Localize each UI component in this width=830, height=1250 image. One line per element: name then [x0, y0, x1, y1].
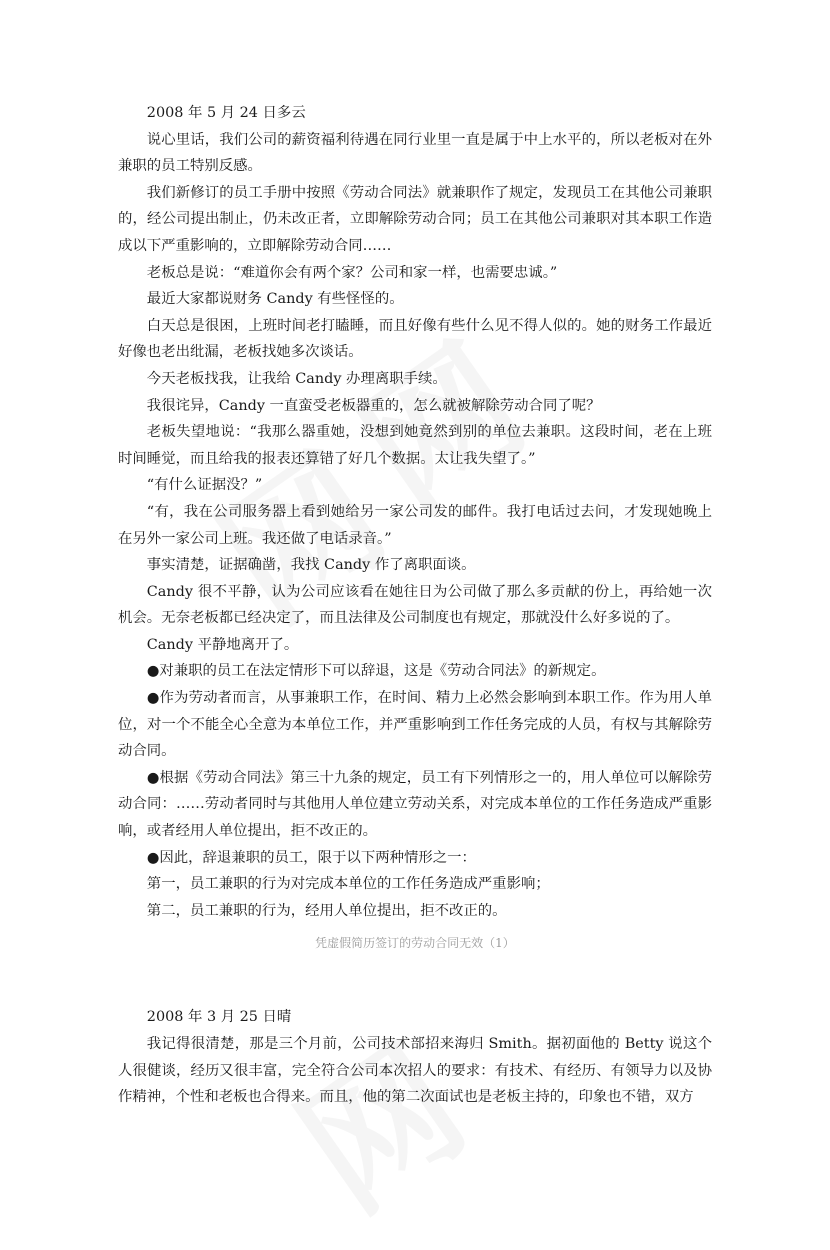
- entry-date: 2008 年 5 月 24 日多云: [146, 105, 306, 121]
- entry-date: 2008 年 3 月 25 日晴: [146, 1009, 292, 1026]
- paragraph: 最近大家都说财务 Candy 有些怪怪的。: [146, 291, 404, 308]
- paragraph: “有，我在公司服务器上看到她给另一家公司发的邮件。我打电话过去问，才发现她晚上在另外一家公司上班。我还做了电话录音。”: [118, 503, 712, 547]
- paragraph: 今天老板找我，让我给 Candy 办理离职手续。: [146, 370, 447, 387]
- paragraph: “有什么证据没？”: [146, 477, 263, 494]
- paragraph: 老板失望地说：“我那么器重她，没想到她竟然到别的单位去兼职。这段时间，老在上班时间睡觉，而且给我的报表还算错了好几个数据。太让我失望了。”: [118, 424, 712, 467]
- paragraph: 白天总是很困，上班时间老打瞌睡，而且好像有些什么见不得人似的。她的财务工作最近好像也老出纰漏，老板找她多次谈话。: [118, 317, 712, 361]
- paragraph: 老板总是说：“难道你会有两个家？公司和家一样，也需要忠诚。”: [146, 264, 558, 281]
- section-caption: 凭虚假简历签订的劳动合同无效（1）: [315, 936, 515, 951]
- paragraph: 说心里话，我们公司的薪资福利待遇在同行业里一直是属于中上水平的，所以老板对在外兼职的员工特别反感。: [118, 131, 712, 175]
- paragraph: 我们新修订的员工手册中按照《劳动合同法》就兼职作了规定，发现员工在其他公司兼职的，经公司提出制止，仍未改正者，立即解除劳动合同；员工在其他公司兼职对其本职工作造成以下严重影响的，立即解除劳动合同……: [118, 184, 712, 254]
- bullet-paragraph: ●根据《劳动合同法》第三十九条的规定，员工有下列情形之一的，用人单位可以解除劳动合同：……劳动者同时与其他用人单位建立劳动关系，对完成本单位的工作任务造成严重影响，或者经用人单位提出，拒不改正的。: [118, 769, 712, 840]
- paragraph: 事实清楚，证据确凿，我找 Candy 作了离职面谈。: [146, 557, 476, 574]
- paragraph: 第一，员工兼职的行为对完成本单位的工作任务造成严重影响；: [146, 876, 550, 893]
- paragraph: 我很诧异，Candy 一直蛮受老板器重的，怎么就被解除劳动合同了呢？: [146, 397, 601, 414]
- diary-entry-1: [118, 100, 712, 924]
- bullet-paragraph: ●作为劳动者而言，从事兼职工作，在时间、精力上必然会影响到本职工作。作为用人单位，对一个不能全心全意为本单位工作，并严重影响到工作任务完成的人员，有权与其解除劳动合同。: [118, 690, 712, 760]
- bullet-paragraph: ●对兼职的员工在法定情形下可以辞退，这是《劳动合同法》的新规定。: [146, 663, 606, 680]
- paragraph: Candy 很不平静，认为公司应该看在她往日为公司做了那么多贡献的份上，再给她一次机会。无奈老板都已经决定了，而且法律及公司制度也有规定，那就没什么好多说的了。: [118, 583, 712, 627]
- bullet-paragraph: ●因此，辞退兼职的员工，限于以下两种情形之一：: [146, 849, 476, 866]
- diary-entry-2: [118, 1004, 712, 1110]
- paragraph: 第二，员工兼职的行为，经用人单位提出，拒不改正的。: [146, 902, 507, 919]
- paragraph: Candy 平静地离开了。: [146, 636, 299, 653]
- paragraph: 我记得很清楚，那是三个月前，公司技术部招来海归 Smith。据初面他的 Betty 说这个人很健谈，经历又很丰富，完全符合公司本次招人的要求：有技术、有经历、有领导力以及协作精神，个性和老板也合得来。而且，他的第二次面试也是老板主持的，印象也不错，双方: [118, 1036, 712, 1106]
- document-body: [118, 100, 712, 1111]
